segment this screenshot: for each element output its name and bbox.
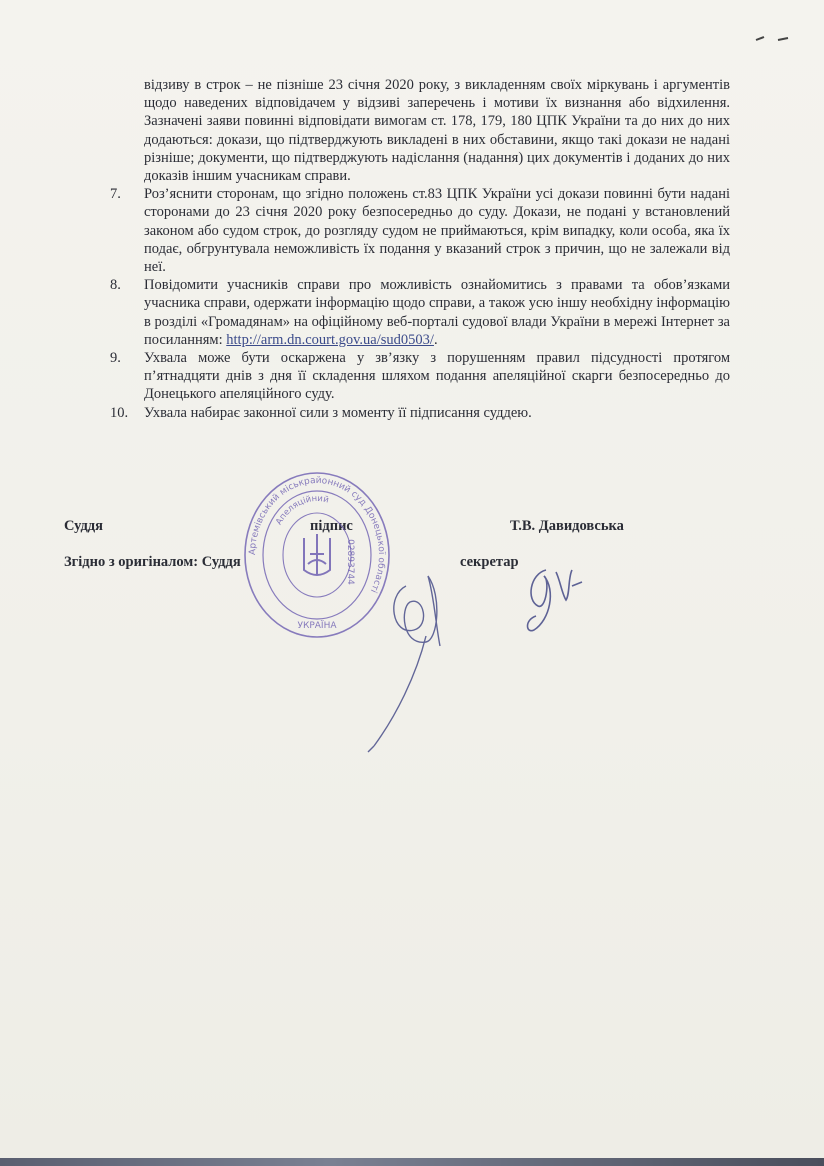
seal-code: 02893744 — [345, 539, 355, 585]
scan-edge-shadow — [0, 1158, 824, 1166]
trident-icon — [304, 534, 330, 575]
seal-ring-text: Артемівський міськрайонний суд Донецької області — [247, 475, 387, 595]
judge-label: Суддя — [64, 518, 103, 534]
item-number: 9. — [110, 350, 121, 367]
scan-marks — [754, 34, 794, 44]
seal-country: УКРАЇНА — [297, 621, 337, 631]
judge-signature — [366, 556, 476, 756]
item-text-container — [144, 276, 730, 349]
item-number: 8. — [110, 277, 121, 294]
list-item-8 — [110, 276, 730, 349]
item-number: 7. — [110, 186, 121, 203]
court-portal-link[interactable]: http://arm.dn.court.gov.ua/sud0503/ — [226, 331, 434, 348]
judge-name: Т.В. Давидовська — [510, 518, 624, 534]
item-text: Роз’яснити сторонам, що згідно положень ст.83 ЦПК України усі докази повинні бути надані сторонами до 23 січня 2020 року безпосередньо до суду. Докази, не подані у встановлений законом або судом строк, до розгляду судом не приймаються, крім випадку, коли особа, яка їх подає, обгрунтувала неможливість їх подання у вказаний строк з причин, що не залежали від неї. — [144, 186, 730, 276]
list-item-9 — [110, 349, 730, 404]
item-text: Повідомити учасників справи про можливість ознайомитись з правами та обов’язками учасника справи, одержати інформацію щодо справи, а також усю іншу необхідну інформацію в розділі «Громадянам» на офіційному веб-порталі судової влади України в мережі Інтернет за посиланням: — [144, 277, 730, 348]
item-text-end: . — [433, 331, 438, 348]
item-text: Ухвала набирає законної сили з моменту її підписання суддею. — [144, 404, 532, 421]
secretary-signature — [516, 560, 596, 640]
seal-inner-text: Апеляційний — [274, 493, 330, 527]
list-item-7 — [110, 185, 730, 276]
secretary-label: секретар — [460, 554, 519, 570]
item-text: Ухвала може бути оскаржена у зв’язку з порушенням правил підсудності протягом п’ятнадцяти днів з дня її складення шляхом подання апеляційної скарги безпосередньо до Донецького апеляційного суду. — [144, 350, 730, 403]
list-item-10 — [110, 404, 730, 422]
order-body — [110, 76, 730, 422]
copy-certification-label: Згідно з оригіналом: Суддя — [64, 554, 241, 570]
signed-label: підпис — [310, 518, 353, 534]
intro-continuation: відзиву в строк – не пізніше 23 січня 2020 року, з викладенням своїх міркувань і аргументів щодо наведених відповідачем у відзиві заперечень і мотиви їх визнання або відхилення. Зазначені заяви повинні відповідати вимогам ст. 178, 179, 180 ЦПК України та до них до них додаються: докази, що підтверджують викладені в них обставини, якщо такі докази не надані різніше; документи, що підтверджують надіслання (надання) цих документів і доданих до них доказів іншим учасникам справи. — [144, 77, 730, 185]
item-number: 10. — [110, 404, 129, 421]
